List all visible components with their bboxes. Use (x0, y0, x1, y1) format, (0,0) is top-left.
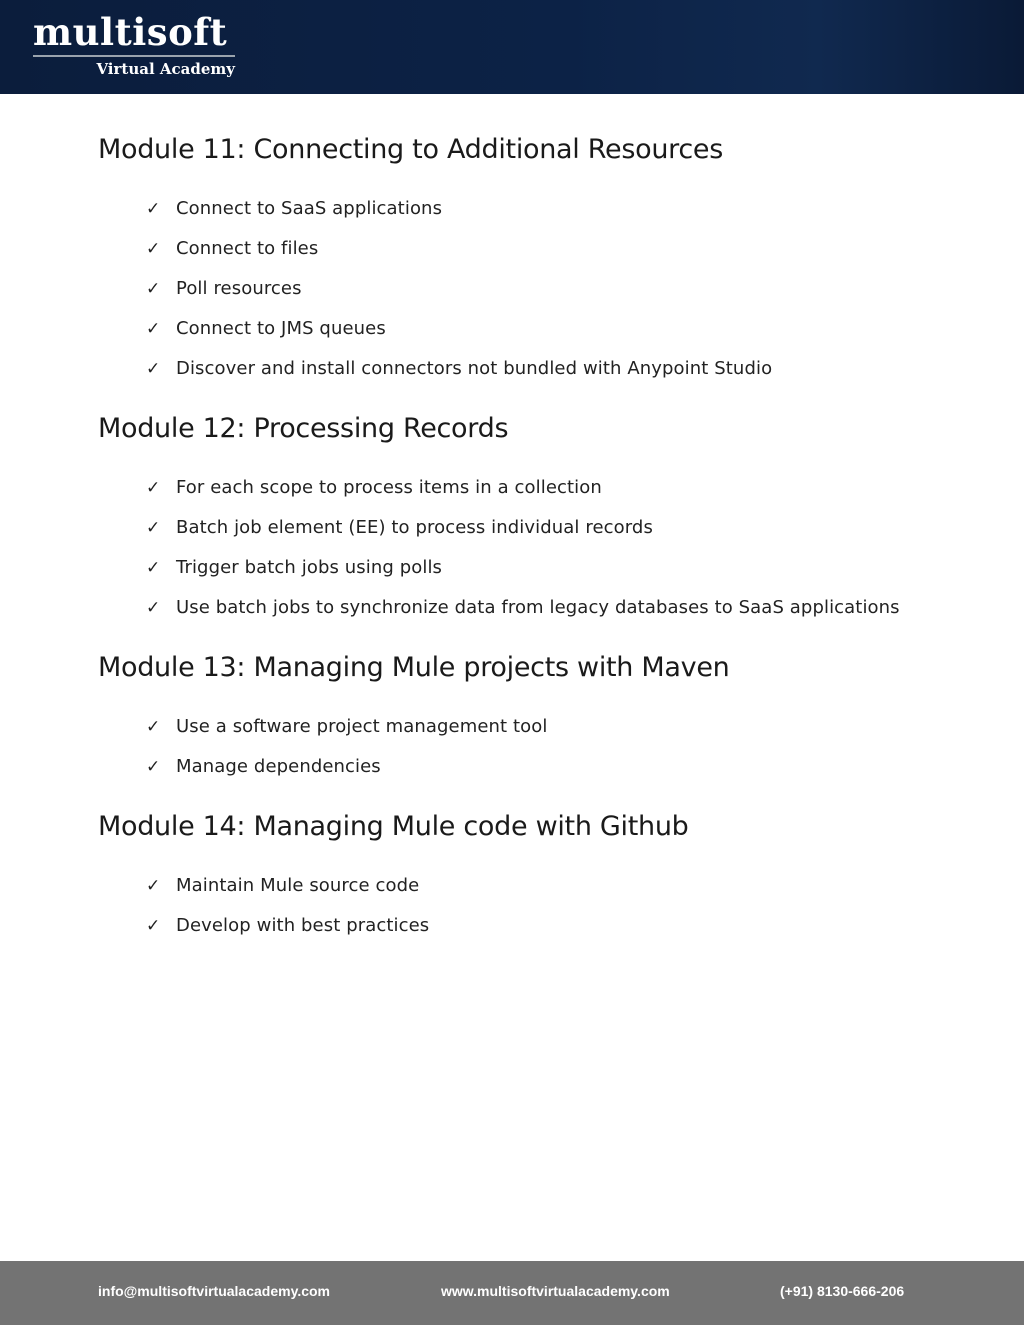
logo-sub-text: Virtual Academy (96, 60, 235, 78)
checkmark-icon: ✓ (146, 598, 161, 618)
topic-list (98, 189, 978, 389)
topic-list (98, 468, 978, 628)
topic-list (98, 866, 978, 946)
topic-item (98, 349, 978, 389)
topic-text: Maintain Mule source code (176, 875, 420, 896)
topic-item (98, 866, 978, 906)
module-section (98, 648, 978, 787)
footer-email[interactable]: info@multisoftvirtualacademy.com (98, 1283, 330, 1299)
header-banner (0, 0, 1024, 94)
logo-main-text: multisoft (33, 10, 228, 54)
module-section (98, 409, 978, 628)
checkmark-icon: ✓ (146, 279, 161, 299)
topic-item (98, 508, 978, 548)
topic-item (98, 229, 978, 269)
topic-text: Use batch jobs to synchronize data from legacy databases to SaaS applications (176, 597, 900, 618)
topic-item (98, 309, 978, 349)
topic-text: Connect to files (176, 238, 319, 259)
topic-text: Connect to JMS queues (176, 318, 386, 339)
checkmark-icon: ✓ (146, 319, 161, 339)
checkmark-icon: ✓ (146, 558, 161, 578)
topic-text: For each scope to process items in a collection (176, 477, 602, 498)
logo-divider (33, 55, 235, 57)
topic-text: Trigger batch jobs using polls (176, 557, 443, 578)
topic-item (98, 468, 978, 508)
topic-item (98, 906, 978, 946)
checkmark-icon: ✓ (146, 359, 161, 379)
checkmark-icon: ✓ (146, 199, 161, 219)
checkmark-icon: ✓ (146, 518, 161, 538)
course-modules (98, 130, 978, 946)
footer-website[interactable]: www.multisoftvirtualacademy.com (441, 1283, 670, 1299)
topic-item (98, 747, 978, 787)
module-title: Module 14: Managing Mule code with Github (98, 811, 689, 842)
topic-text: Batch job element (EE) to process individual records (176, 517, 653, 538)
topic-item (98, 548, 978, 588)
topic-list (98, 707, 978, 787)
checkmark-icon: ✓ (146, 916, 161, 936)
module-title: Module 12: Processing Records (98, 413, 509, 444)
topic-text: Manage dependencies (176, 756, 381, 777)
module-section (98, 130, 978, 389)
module-title: Module 13: Managing Mule projects with Maven (98, 652, 730, 683)
checkmark-icon: ✓ (146, 239, 161, 259)
checkmark-icon: ✓ (146, 478, 161, 498)
module-section (98, 807, 978, 946)
checkmark-icon: ✓ (146, 717, 161, 737)
topic-item (98, 189, 978, 229)
topic-text: Discover and install connectors not bundled with Anypoint Studio (176, 358, 773, 379)
footer-phone: (+91) 8130-666-206 (780, 1283, 905, 1299)
topic-text: Poll resources (176, 278, 302, 299)
module-title: Module 11: Connecting to Additional Resources (98, 134, 723, 165)
footer (0, 1261, 1024, 1325)
checkmark-icon: ✓ (146, 876, 161, 896)
topic-text: Develop with best practices (176, 915, 430, 936)
topic-text: Use a software project management tool (176, 716, 548, 737)
multisoft-logo (33, 12, 235, 78)
topic-text: Connect to SaaS applications (176, 198, 443, 219)
topic-item (98, 588, 978, 628)
topic-item (98, 707, 978, 747)
topic-item (98, 269, 978, 309)
checkmark-icon: ✓ (146, 757, 161, 777)
